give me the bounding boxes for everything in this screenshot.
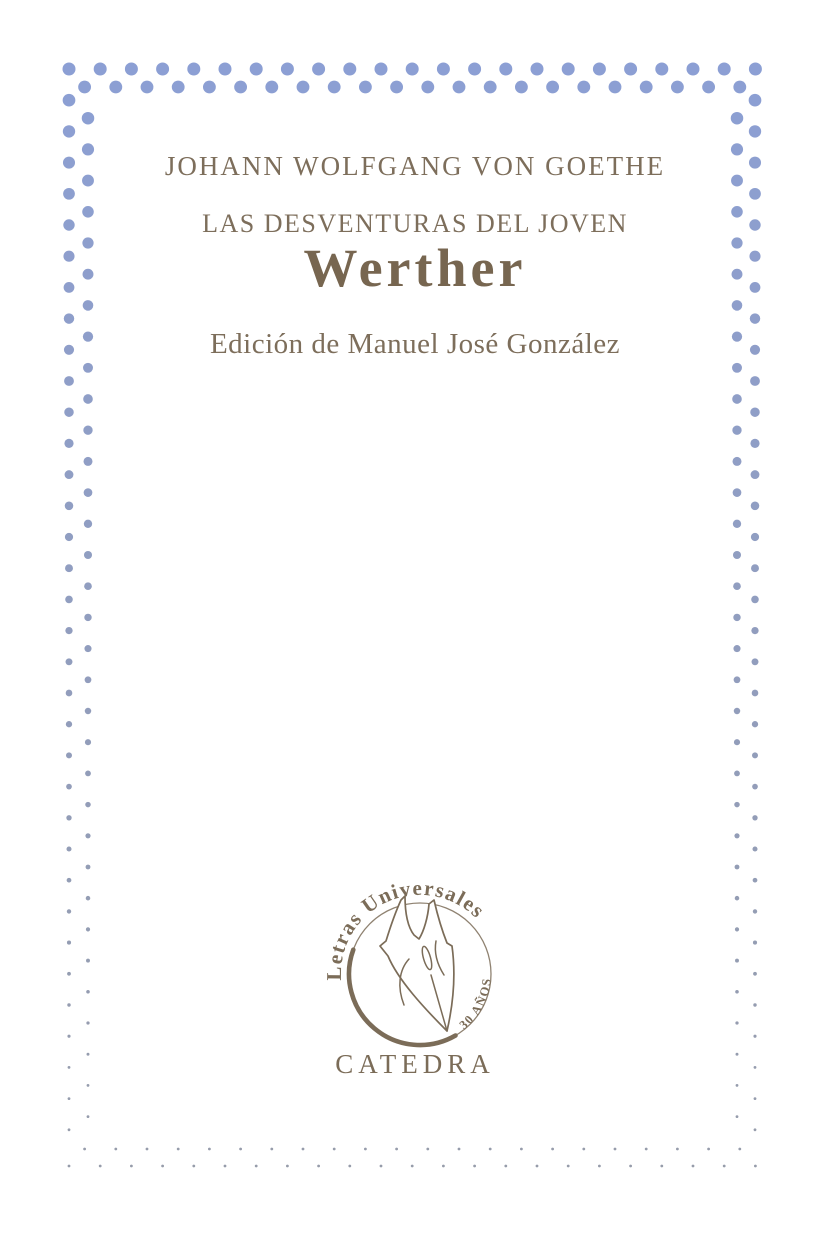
book-title: Werther <box>303 238 527 298</box>
pen-nib-icon <box>380 896 454 1031</box>
publisher-logo <box>310 855 530 1055</box>
publisher-name: CATEDRA <box>335 1049 495 1079</box>
editor-credit: Edición de Manuel José González <box>209 328 621 360</box>
collection-arc-text: Letras Universales <box>321 875 491 981</box>
anniversary-arc-text: 30 AÑOS <box>456 976 494 1033</box>
author-name: JOHANN WOLFGANG VON GOETHE <box>164 151 666 181</box>
series-title: LAS DESVENTURAS DEL JOVEN <box>202 209 628 238</box>
